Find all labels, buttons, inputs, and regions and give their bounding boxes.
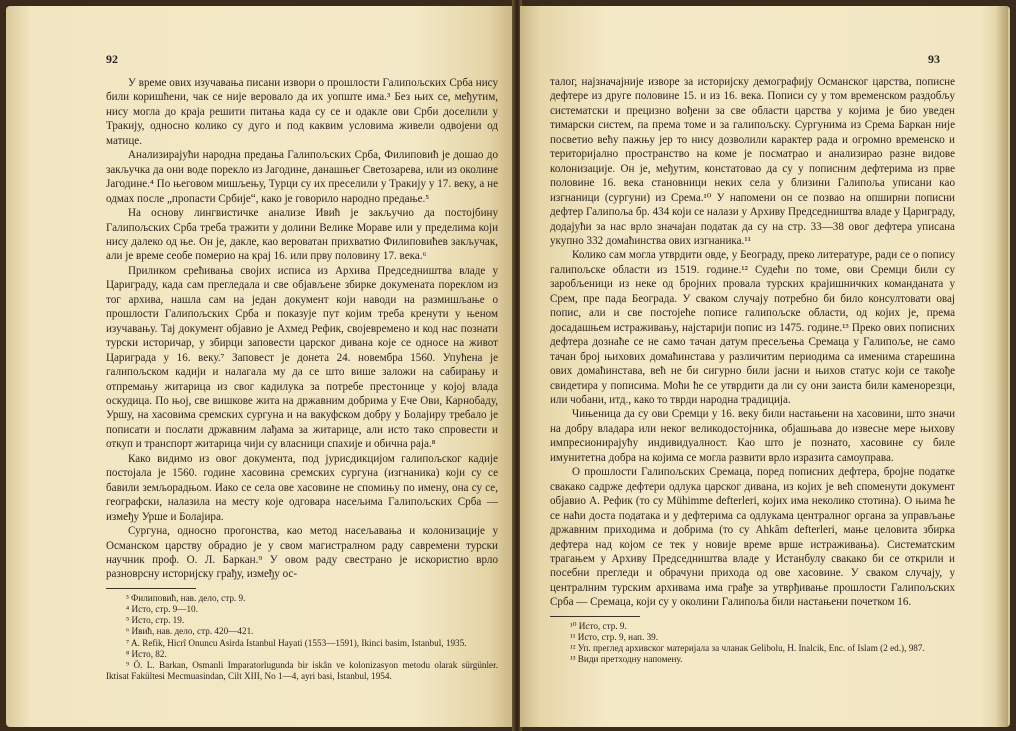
footnotes xyxy=(550,621,955,666)
footnote: ⁵ Исто, стр. 19. xyxy=(126,615,185,626)
footnotes xyxy=(106,593,498,683)
footnote: ⁹ Ö. L. Barkan, Osmanli Imparatorlugunda bir iskân ve kolonizasyon metodu olarak sürgünler. Iktisat Fakültesi Mecmuasindan, Cilt XIII, No 1—4, ayri basi, Istanbul, 1954. xyxy=(106,660,498,682)
paragraph: Чињеница да су ови Сремци у 16. веку били настањени на хасовини, што значи на добру владара или неког великодостојника, објашњава до извесне мере њихову импресионирајућу индивидуалност. Као што је познато, хасовине су биле имунитетна добра на којима се могла развити врло изразита самоуправа. xyxy=(550,408,955,464)
left-page xyxy=(6,6,514,727)
right-page xyxy=(520,6,1010,727)
paragraph: О прошлости Галипољских Сремаца, поред пописних дефтера, бројне податке свакако садрже дефтери одлука царског дивана, из којих је већ споменути документ објавио А. Рефик (то су Mühimme defterleri, којих има неколико стотина). О њима ће се наћи доста података и у дефтерима са одлукама централног органа за управљање државним приходима и добрима (то су Ahkâm defterleri, мање целовита збирка дефтера над којом се тек у новије време врше истраживања). Систематским трагањем у Архиву Председништва владе у Истанбулу свакако би се открили и посебни прегледи и обрачуни прихода од ове хасовине. У сваком случају, у централним турским архивама има грађе за утврђивање прошлости Галипољских Срба — Сремаца, који су у околини Галипоља били настањени почетком 16. xyxy=(550,466,955,609)
footnote: ⁶ Ивић, нав. дело, стр. 420—421. xyxy=(126,626,254,637)
footnote: ⁴ Исто, стр. 9—10. xyxy=(126,604,198,615)
paragraph: Анализирајући народна предања Галипољских Срба, Филиповић је дошао до закључка да они воде порекло из Јагодине, данашњег Светозарева, или из околине Јагодине.⁴ По његовом мишљењу, Турци су их преселили у Тракију у 17. веку, а не одмах после „пропасти Србије“, како је говорило народно предање.⁵ xyxy=(106,149,498,205)
page-body xyxy=(106,76,498,682)
paragraph: У време ових изучавања писани извори о прошлости Галипољских Срба нису били коришћени, чак се није веровало да их уопште има.³ Без њих се, међутим, нису могла до краја решити питања када су се и одакле ови Срби доселили у Тракију, односно колико су дуго и под каквим условима живели одвојени од матице. xyxy=(106,77,498,147)
paragraph: Колико сам могла утврдити овде, у Београду, преко литературе, ради се о попису галипољске области из 1519. године.¹² Судећи по томе, ови Сремци били су заробљеници из неке од бројних провала турских крајишничких команданата у Срем, пре пада Београда. У сваком случају потребно би било консултовати овај попис, али и све постојеће пописе галипољске области, од којих је, према досадашњем истраживању, најстарији попис из 1475. године.¹³ Преко ових пописних дефтера дознаће се не само тачан датум пресељења Сремаца у Галипоље, не само тачан број њихових домаћинстава у различитим периодима са именима старешина ових домаћинстава, већ не би сигурно били јасни и њихов статус који се такође свидетира у пописима. Моћи ће се утврдити да ли су они заиста били каменорезци, или чобани, итд., како то тврди народна традиција. xyxy=(550,249,955,406)
footnote: ³ Филиповић, нав. дело, стр. 9. xyxy=(126,592,246,603)
page-number: 93 xyxy=(928,52,940,66)
footnote-rule xyxy=(550,616,640,617)
page-number: 92 xyxy=(106,52,118,66)
paragraph: Сургуна, односно прогонства, као метод насељавања и колонизације у Османском царству обрадио је у свом магистралном раду савремени турски научник проф. О. Л. Баркан.⁹ У овом раду свестрано је искористио врло разноврсну историјску грађу, између ос- xyxy=(106,525,498,581)
paragraph: талог, најзначајније изворе за историјску демографију Османског царства, пописне дефтере из друге половине 15. и из 16. века. Пописи су у том временском раздобљу систематски и прецизно вођени за све области царства у којима је био уведен тимарски систем, па према томе и за галипољску. Сургунима из Срема Баркан није посветио већу пажњу јер то нису дозволили карактер рада и огромно временско и територијално пространство на коме је посматрао и анализирао разне видове колонизације. Он је, међутим, констатовао да су у пописним дефтерима из прве половине 16. века становници неких села у близини Галипоља уписани као изгнаници (сургуни) из Срема.¹⁰ У напомени он се позвао на опширни пописни дефтер Галипоља бр. 434 који се налази у Архиву Председништва владе у Цариграду, додајући за нас врло значајан податак да су на стр. 33—38 овог дефтера уписана укупно 332 домаћинства ових изгнаника.¹¹ xyxy=(550,76,956,247)
footnote: ¹³ Види претходну напомену. xyxy=(570,654,683,665)
page-body xyxy=(550,75,955,666)
paragraph: Приликом срећивања својих исписа из Архива Председништва владе у Цариграду, када сам прегледала и све објављене збирке докумената пореклом из тог архива, нашла сам на један документ који наводи на размишљање о прошлости Галипољских Срба и показује пут којим треба кренути у њеном изучавању. Тај документ објавио је Ахмед Рефик, својевремено и код нас познати турски историчар, у збирци заповести царског дивана које се односе на живот Цариграда у 16. веку.⁷ Заповест је донета 24. новембра 1560. Упућена је галипољском кадији и налагала му да се што више заложи на сабирању и отпремању житарица из свог кадилука за потребе престонице у којој влада оскудица. По њој, све вишкове жита на државним добрима у Ече Ови, Карнобаду, Уршу, на хасовима сремских сургуна и на вакуфском добру у Болајиру требало је пописати и послати државним лађама за житарице, али исто тако спровести и откуп и транспорт житарица чији су власници спахије и обична раја.⁸ xyxy=(106,264,498,451)
paragraph: На основу лингвистичке анализе Ивић је закључио да постојбину Галипољских Срба треба тражити у долини Велике Мораве или у пределима који нису далеко од ње. Он је, дакле, као вероватан прихватио Филиповићев закључак, али је време сеобе померио на крај 16. или прву половину 17. века.⁶ xyxy=(106,207,498,263)
footnote: ¹⁰ Исто, стр. 9. xyxy=(570,620,627,631)
paragraph: Како видимо из овог документа, под јурисдикцијом галипољског кадије постојала је 1560. године хасовина сремских сургуна (изгнаника) који су се бавили земљорадњом. Иако се села ове хасовине не спомињу по имену, она су се, географски, налазила на месту које одговара насељима Галипољских Срба — између Урше и Болајира. xyxy=(106,452,498,523)
footnote: ¹¹ Исто, стр. 9, нап. 39. xyxy=(570,631,659,642)
footnote-rule xyxy=(106,588,196,589)
page-edge xyxy=(996,6,1008,727)
footnote: ⁷ A. Refik, Hicrî Onuncu Asirda Istanbul Hayati (1553—1591), Ikinci basim, Istanbul, 1935. xyxy=(126,637,467,648)
footnote: ⁸ Исто, 82. xyxy=(126,648,167,659)
footnote: ¹² Уп. преглед архивског материјала за чланак Gelibolu, H. Inalcik, Enc. of Islam (2 ed.), 987. xyxy=(570,643,925,654)
